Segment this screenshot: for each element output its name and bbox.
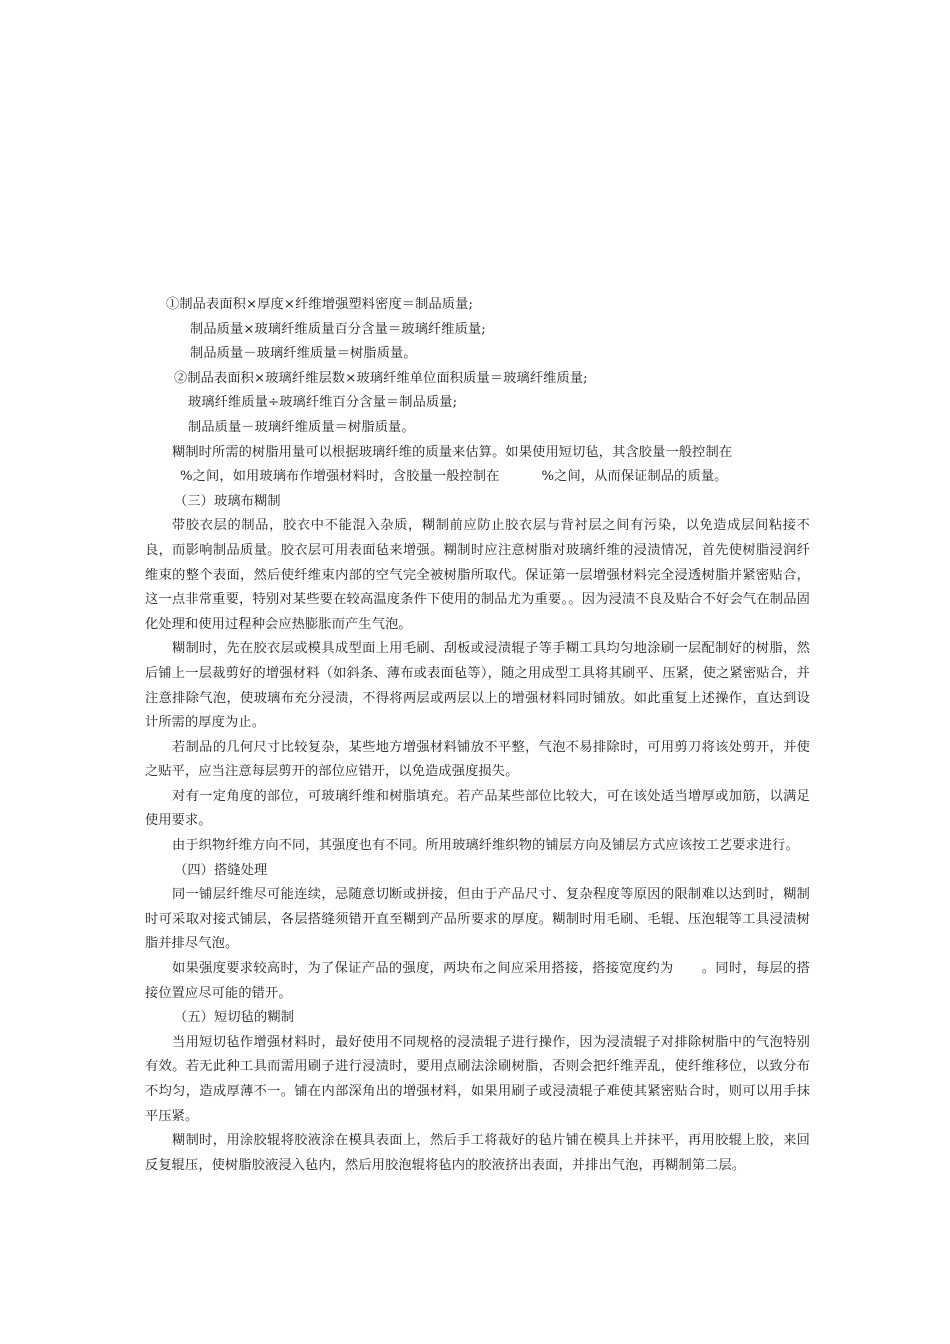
section-4-paragraph-1: 同一铺层纤维尽可能连续，忌随意切断或拼接，但由于产品尺寸、复杂程度等原因的限制难以达到时，糊制时可采取对接式铺层，各层搭缝须错开直至糊到产品所要求的厚度。糊制时用毛刷、毛辊、压泡辊等工具浸渍树脂并排尽气泡。 [145,887,810,952]
section-3-paragraph-4: 对有一定角度的部位，可玻璃纤维和树脂填充。若产品某些部位比较大，可在该处适当增厚或加筋，以满足使用要求。 [145,788,810,829]
resin-estimate-line-2 [145,465,810,490]
formula-1-line-3: 制品质量－玻璃纤维质量＝树脂质量。 [190,346,417,362]
section-3-paragraph-1: 带胶衣层的制品，胶衣中不能混入杂质，糊制前应防止胶衣层与背衬层之间有污染，以免造成层间粘接不良，而影响制品质量。胶衣层可用表面毡来增强。糊制时应注意树脂对玻璃纤维的浸渍情况，首先使树脂浸润纤维束的整个表面，然后使纤维束内部的空气完全被树脂所取代。保证第一层增强材料完全浸透树脂并紧密贴合，这一点非常重要，特别对某些要在较高温度条件下使用的制品尤为重要。。因为浸渍不良及贴合不好会气在制品固化处理和使用过程种会应热膨胀而产生气泡。 [145,518,810,632]
section-3-paragraph-3: 若制品的几何尺寸比较复杂，某些地方增强材料铺放不平整，气泡不易排除时，可用剪刀将该处剪开，并使之贴平，应当注意每层剪开的部位应错开，以免造成强度损失。 [145,739,810,780]
formula-1-line-2: 制品质量×玻璃纤维质量百分含量＝玻璃纤维质量; [190,321,486,337]
section-3-heading: （三）玻璃布糊制 [174,493,281,509]
section-3-paragraph-5: 由于织物纤维方向不同，其强度也有不同。所用玻璃纤维织物的铺层方向及铺层方式应该按工艺要求进行。 [172,838,799,854]
formula-2-line-3: 制品质量－玻璃纤维质量＝树脂质量。 [188,419,415,435]
section-5-heading: （五）短切毡的糊制 [174,1010,295,1026]
section-3-paragraph-2: 糊制时，先在胶衣层或模具成型面上用毛刷、刮板或浸渍辊子等手糊工具均匀地涂刷一层配制好的树脂，然后铺上一层裁剪好的增强材料（如斜条、薄布或表面毡等），随之用成型工具将其刷平、压紧，使之紧密贴合，并注意排除气泡，使玻璃布充分浸渍，不得将两层或两层以上的增强材料同时铺放。如此重复上述操作，直达到设计所需的厚度为止。 [145,641,810,731]
overlap-text-b: 。同时，每层的搭接位置应尽可能的错开。 [145,961,811,1001]
formula-2-line-2: 玻璃纤维质量÷玻璃纤维百分含量＝制品质量; [188,395,458,411]
section-4-paragraph-2 [145,957,810,1006]
section-5-paragraph-1: 当用短切毡作增强材料时，最好使用不同规格的浸渍辊子进行操作，因为浸渍辊子对排除树脂中的气泡特别有效。若无此种工具而需用刷子进行浸渍时，要用点刷法涂刷树脂，否则会把纤维弄乱，使纤维移位，以致分布不均匀，造成厚薄不一。铺在内部深角出的增强材料，如果用刷子或浸渍辊子难使其紧密贴合时，则可以用手抹平压紧。 [145,1034,810,1124]
resin-estimate-line-1: 糊制时所需的树脂用量可以根据玻璃纤维的质量来估算。如果使用短切毡，其含胶量一般控制在 [172,444,733,460]
section-4-heading: （四）搭缝处理 [174,862,268,878]
formula-1-line-1: ①制品表面积×厚度×纤维增强塑料密度＝制品质量; [166,297,474,312]
formula-2-line-1: ②制品表面积×玻璃纤维层数×玻璃纤维单位面积质量＝玻璃纤维质量; [174,370,588,386]
overlap-text-a: 如果强度要求较高时，为了保证产品的强度，两块布之间应采用搭接，搭接宽度约为 [172,961,674,977]
section-5-paragraph-2: 糊制时，用涂胶辊将胶液涂在模具表面上，然后手工将裁好的毡片铺在模具上并抹平，再用胶辊上胶，来回反复辊压，使树脂胶液浸入毡内，然后用胶泡辊将毡内的胶液挤出表面，并排出气泡，再糊制第二层。 [145,1133,810,1173]
resin-estimate-text-a: %之间，如用玻璃布作增强材料时，含胶量一般控制在 [180,469,500,485]
document-body [145,293,810,1178]
resin-estimate-text-b: %之间，从而保证制品的质量。 [541,469,728,485]
